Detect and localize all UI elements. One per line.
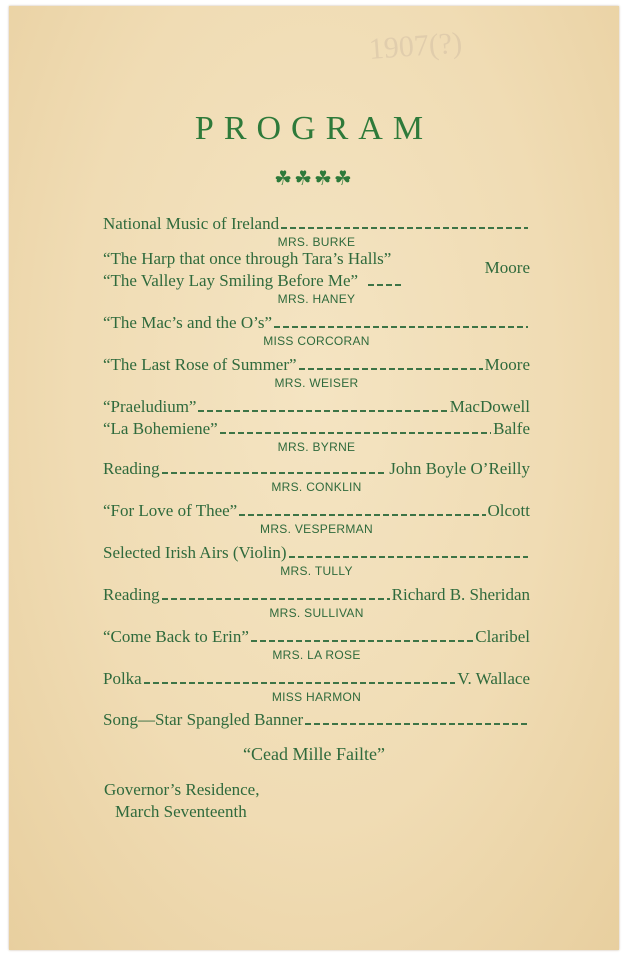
program-item-8 bbox=[103, 542, 530, 578]
item-composer: V. Wallace bbox=[457, 669, 530, 688]
leader-dots bbox=[162, 472, 388, 474]
item-composer: Moore bbox=[484, 258, 530, 277]
item-composer: Olcott bbox=[487, 501, 530, 520]
item-performer: MRS. CONKLIN bbox=[271, 480, 362, 494]
program-item-6 bbox=[103, 458, 530, 494]
leader-dots bbox=[162, 598, 390, 600]
item-performer: MISS HARMON bbox=[271, 690, 362, 704]
item-title: Polka bbox=[103, 669, 142, 688]
page-title: PROGRAM bbox=[194, 110, 434, 147]
item-composer: Moore bbox=[484, 355, 530, 374]
leader-dots bbox=[299, 368, 483, 370]
item-title-2: “The Valley Lay Smiling Before Me” bbox=[103, 271, 359, 290]
venue-line: Governor’s Residence, bbox=[104, 780, 260, 799]
item-title: “The Last Rose of Summer” bbox=[103, 355, 297, 374]
item-composer-1: MacDowell bbox=[449, 397, 530, 416]
program-item-12 bbox=[103, 709, 530, 731]
program-sheet bbox=[9, 6, 619, 950]
item-performer: MRS. BURKE bbox=[277, 235, 356, 249]
item-title: Reading bbox=[103, 459, 160, 478]
venue-and-date bbox=[104, 779, 259, 823]
item-title-2: “La Bohemiene” bbox=[103, 419, 218, 438]
leader-dots bbox=[220, 432, 491, 434]
closing-motto: “Cead Mille Failte” bbox=[243, 744, 385, 764]
item-composer-2: Balfe bbox=[493, 419, 530, 438]
item-title: National Music of Ireland bbox=[103, 214, 280, 233]
program-item-5 bbox=[103, 396, 530, 454]
item-title: Selected Irish Airs (Violin) bbox=[103, 543, 287, 562]
date-line: March Seventeenth bbox=[115, 802, 247, 821]
leader-dots bbox=[198, 410, 447, 412]
item-performer: MRS. BYRNE bbox=[277, 440, 356, 454]
item-title-1: “The Harp that once through Tara’s Halls” bbox=[103, 249, 392, 268]
item-composer: John Boyle O’Reilly bbox=[389, 459, 530, 478]
leader-dots bbox=[239, 514, 485, 516]
item-composer: Claribel bbox=[475, 627, 530, 646]
leader-dots bbox=[274, 326, 528, 328]
item-title: “For Love of Thee” bbox=[103, 501, 238, 520]
item-title: “The Mac’s and the O’s” bbox=[103, 313, 272, 332]
item-title: Song—Star Spangled Banner bbox=[103, 710, 304, 729]
item-performer: MRS. VESPERMAN bbox=[260, 522, 373, 536]
program-item-9 bbox=[103, 584, 530, 620]
program-item-4 bbox=[103, 354, 530, 390]
program-item-2 bbox=[103, 248, 530, 306]
leader-dots bbox=[281, 227, 528, 229]
shamrock-ornament-icon: ☘☘☘☘ bbox=[274, 168, 354, 190]
item-title: Reading bbox=[103, 585, 160, 604]
program-item-10 bbox=[103, 626, 530, 662]
leader-dots bbox=[305, 723, 528, 725]
item-title-1: “Praeludium” bbox=[103, 397, 197, 416]
leader-dots bbox=[289, 556, 528, 558]
program-item-3 bbox=[103, 312, 530, 348]
item-performer: MRS. HANEY bbox=[277, 292, 356, 306]
leader-dots bbox=[144, 682, 456, 684]
item-composer: Richard B. Sheridan bbox=[391, 585, 530, 604]
program-item-11 bbox=[103, 668, 530, 704]
item-performer: MRS. WEISER bbox=[274, 376, 359, 390]
faded-pencil-mark: 1907(?) bbox=[367, 26, 464, 66]
item-performer: MRS. LA ROSE bbox=[272, 648, 361, 662]
leader-dots bbox=[251, 640, 473, 642]
program-item-7 bbox=[103, 500, 530, 536]
program-item-1 bbox=[103, 213, 530, 249]
item-performer: MISS CORCORAN bbox=[263, 334, 370, 348]
item-performer: MRS. SULLIVAN bbox=[269, 606, 364, 620]
leader-dots bbox=[368, 284, 404, 286]
item-performer: MRS. TULLY bbox=[280, 564, 353, 578]
item-title: “Come Back to Erin” bbox=[103, 627, 249, 646]
